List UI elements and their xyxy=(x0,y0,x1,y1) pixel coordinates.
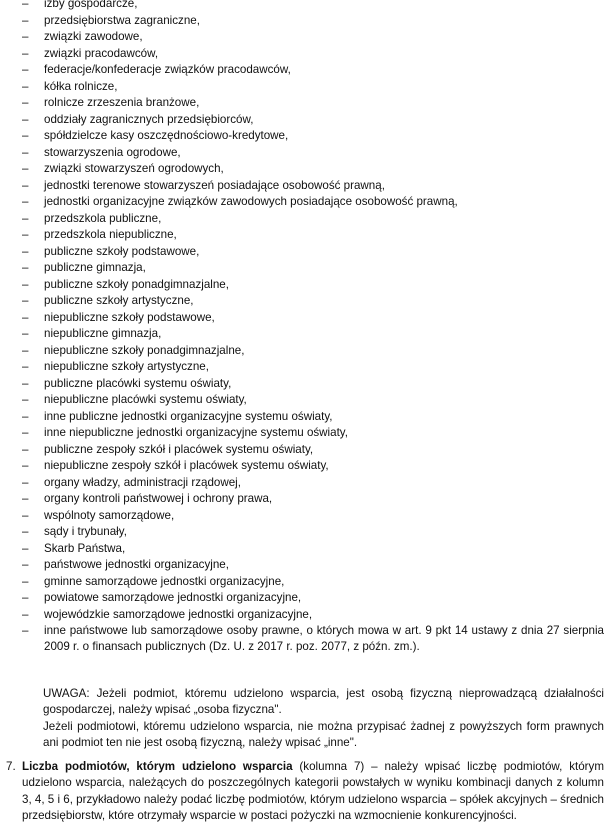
dash-bullet: – xyxy=(22,442,29,456)
list-item-text: wspólnoty samorządowe, xyxy=(44,508,175,522)
list-item xyxy=(22,293,604,310)
list-item-text: niepubliczne gimnazja, xyxy=(44,327,162,340)
list-item xyxy=(22,227,604,244)
list-item xyxy=(22,442,604,459)
list-item xyxy=(22,623,604,655)
dash-bullet: – xyxy=(22,558,29,571)
dash-bullet: – xyxy=(22,96,29,109)
list-item-text: przedsiębiorstwa zagraniczne, xyxy=(44,13,200,27)
dash-bullet: – xyxy=(22,360,29,373)
list-item-text: inne niepubliczne jednostki organizacyjne systemu oświaty, xyxy=(44,426,348,439)
list-item xyxy=(22,244,604,261)
list-item-text: państwowe jednostki organizacyjne, xyxy=(44,558,229,571)
dash-bullet: – xyxy=(22,525,29,538)
list-item-text: spółdzielcze kasy oszczędnościowo-kredytowe, xyxy=(44,129,289,142)
list-item xyxy=(22,508,604,525)
list-item-text: powiatowe samorządowe jednostki organizacyjne, xyxy=(44,591,302,604)
dash-bullet: – xyxy=(22,343,29,357)
item-7-label: Liczba podmiotów, którym udzielono wsparcia xyxy=(22,760,293,773)
list-item-text: federacje/konfederacje związków pracodawców, xyxy=(44,63,291,76)
note-inne: Jeżeli podmiotowi, któremu udzielono wsparcia, nie można przypisać żadnej z powyższych form prawnych ani podmiot ten nie jest osobą fizyczną, należy wpisać „inne". xyxy=(43,720,604,749)
list-item xyxy=(22,112,604,129)
dash-bullet: – xyxy=(22,294,29,307)
list-item-text: organy władzy, administracji rządowej, xyxy=(44,475,241,489)
list-item xyxy=(22,524,604,541)
list-item xyxy=(22,326,604,343)
list-item-text: wojewódzkie samorządowe jednostki organizacyjne, xyxy=(44,607,313,621)
list-item-text: publiczne szkoły podstawowe, xyxy=(44,244,200,258)
list-item-text: jednostki organizacyjne związków zawodowych posiadające osobowość prawną, xyxy=(44,195,458,208)
list-item xyxy=(22,128,604,145)
list-item xyxy=(22,607,604,624)
list-item-text: związki pracodawców, xyxy=(44,46,159,60)
dash-bullet: – xyxy=(22,261,29,274)
list-item-text: publiczne szkoły artystyczne, xyxy=(44,294,194,307)
dash-bullet: – xyxy=(22,30,29,43)
list-item xyxy=(22,359,604,376)
list-item-text: związki stowarzyszeń ogrodowych, xyxy=(44,162,224,175)
list-item xyxy=(22,392,604,409)
list-item xyxy=(22,491,604,508)
dash-bullet: – xyxy=(22,112,29,126)
list-item xyxy=(22,541,604,558)
dash-bullet: – xyxy=(22,277,29,291)
dash-bullet: – xyxy=(22,508,29,522)
list-item xyxy=(22,557,604,574)
list-item-text: stowarzyszenia ogrodowe, xyxy=(44,145,181,159)
list-item xyxy=(22,343,604,360)
list-item-text: niepubliczne zespoły szkół i placówek systemu oświaty, xyxy=(44,459,329,472)
list-item-text: organy kontroli państwowej i ochrony prawa, xyxy=(44,492,273,505)
dash-bullet: – xyxy=(22,178,29,192)
list-item-text: publiczne gimnazja, xyxy=(44,261,146,274)
dash-bullet: – xyxy=(22,162,29,175)
list-item xyxy=(22,260,604,277)
list-item xyxy=(22,178,604,195)
list-item-text: Skarb Państwa, xyxy=(44,541,126,555)
dash-bullet: – xyxy=(22,541,29,555)
dash-bullet: – xyxy=(22,228,29,241)
dash-bullet: – xyxy=(22,63,29,76)
section-item-7 xyxy=(6,759,605,824)
list-item xyxy=(22,79,604,96)
dash-bullet: – xyxy=(22,145,29,159)
list-item xyxy=(22,46,604,63)
list-item-text: niepubliczne szkoły artystyczne, xyxy=(44,360,209,373)
list-item-text: inne państwowe lub samorządowe osoby prawne, o których mowa w art. 9 pkt 14 ustawy z dnia 27 sierpnia 2009 r. o finansach publicznych (Dz. U. z 2017 r. poz. 2077, z późn. zm.). xyxy=(44,624,604,653)
list-item xyxy=(22,161,604,178)
list-item-text: sądy i trybunały, xyxy=(44,525,127,538)
note-uwaga: UWAGA: Jeżeli podmiot, któremu udzielono wsparcia, jest osobą fizyczną nieprowadzącą działalności gospodarczej, należy wpisać „osoba fizyczna". xyxy=(43,687,604,716)
list-item-text: publiczne zespoły szkół i placówek systemu oświaty, xyxy=(44,442,314,456)
list-item xyxy=(22,211,604,228)
list-item-text: związki zawodowe, xyxy=(44,30,143,43)
list-item xyxy=(22,310,604,327)
list-item xyxy=(22,475,604,492)
list-item xyxy=(22,62,604,79)
list-item xyxy=(22,376,604,393)
dash-bullet: – xyxy=(22,475,29,489)
list-item xyxy=(22,194,604,211)
dash-bullet: – xyxy=(22,195,29,208)
list-item-text: niepubliczne placówki systemu oświaty, xyxy=(44,393,247,406)
dash-bullet: – xyxy=(22,46,29,60)
dash-bullet: – xyxy=(22,129,29,142)
list-item xyxy=(22,574,604,591)
list-item xyxy=(22,29,604,46)
dash-bullet: – xyxy=(22,376,29,390)
legal-form-list xyxy=(22,0,604,655)
dash-bullet: – xyxy=(22,624,29,637)
dash-bullet: – xyxy=(22,211,29,225)
dash-bullet: – xyxy=(22,459,29,472)
list-item xyxy=(22,425,604,442)
dash-bullet: – xyxy=(22,13,29,27)
list-item xyxy=(22,95,604,112)
list-item-text: kółka rolnicze, xyxy=(44,79,118,93)
dash-bullet: – xyxy=(22,607,29,621)
list-item-text: jednostki terenowe stowarzyszeń posiadające osobowość prawną, xyxy=(44,178,385,192)
list-item-text: przedszkola niepubliczne, xyxy=(44,228,177,241)
dash-bullet: – xyxy=(22,409,29,423)
list-item-text: izby gospodarcze, xyxy=(44,0,138,10)
dash-bullet: – xyxy=(22,426,29,439)
list-item-text: przedszkola publiczne, xyxy=(44,211,162,225)
list-item-text: niepubliczne szkoły podstawowe, xyxy=(44,310,215,324)
dash-bullet: – xyxy=(22,79,29,93)
dash-bullet: – xyxy=(22,492,29,505)
list-item-text: oddziały zagranicznych przedsiębiorców, xyxy=(44,112,254,126)
list-item xyxy=(22,145,604,162)
list-item-text: gminne samorządowe jednostki organizacyjne, xyxy=(44,574,285,588)
dash-bullet: – xyxy=(22,310,29,324)
list-item xyxy=(22,277,604,294)
item-number: 7. xyxy=(6,760,16,773)
dash-bullet: – xyxy=(22,244,29,258)
list-item-text: publiczne placówki systemu oświaty, xyxy=(44,376,232,390)
dash-bullet: – xyxy=(22,0,29,10)
dash-bullet: – xyxy=(22,327,29,340)
item-7-body xyxy=(22,759,604,824)
dash-bullet: – xyxy=(22,393,29,406)
list-item xyxy=(22,0,604,13)
list-item-text: niepubliczne szkoły ponadgimnazjalne, xyxy=(44,343,245,357)
list-item-text: inne publiczne jednostki organizacyjne systemu oświaty, xyxy=(44,409,333,423)
dash-bullet: – xyxy=(22,574,29,588)
dash-bullet: – xyxy=(22,591,29,604)
list-item xyxy=(22,409,604,426)
list-item-text: publiczne szkoły ponadgimnazjalne, xyxy=(44,277,229,291)
list-item xyxy=(22,13,604,30)
item-7-text: (kolumna 7) – należy wpisać liczbę podmiotów, którym udzielono wsparcia, należących do poszczególnych kategorii powstałych w wyniku kombinacji danych z kolumn 3, 4, 5 i 6, przykładowo należy podać liczbę podmiotów, którym udzielono wsparcia – spółek akcyjnych – średnich przedsiębiorstw, które otrzymały wsparcie w postaci pożyczki na wzmocnienie konkurencyjności. xyxy=(22,760,605,822)
list-item xyxy=(22,458,604,475)
list-item-text: rolnicze zrzeszenia branżowe, xyxy=(44,96,200,109)
list-item xyxy=(22,590,604,607)
